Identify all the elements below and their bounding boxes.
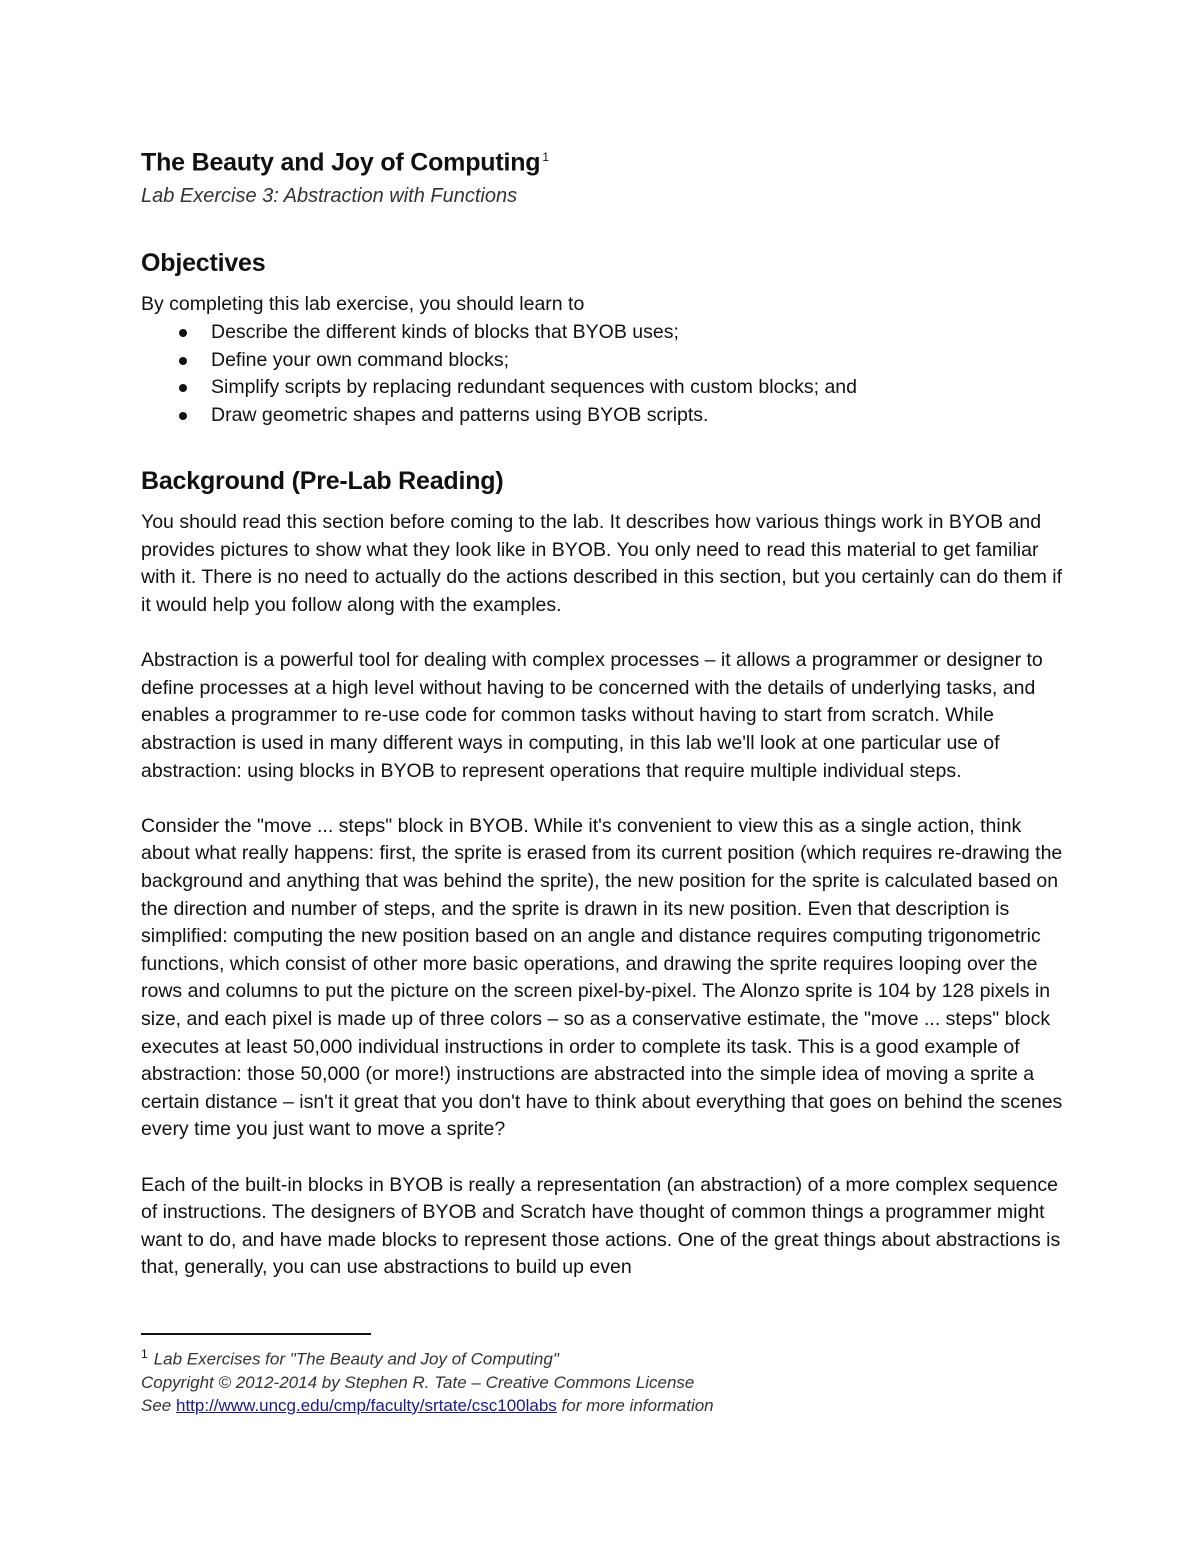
title-footnote-mark: 1 bbox=[542, 150, 549, 164]
footnote-separator bbox=[141, 1333, 371, 1335]
background-paragraph-1: You should read this section before coming to the lab. It describes how various things work in BYOB and provides pictures to show what they look like in BYOB. You only need to read this material to get familiar with it. There is no need to actually do the actions described in this section, but you certainly can do them if it would help you follow along with the examples. bbox=[141, 511, 1062, 617]
bullet-icon bbox=[179, 412, 187, 420]
list-item bbox=[141, 347, 1066, 375]
document-title-text: The Beauty and Joy of Computing bbox=[141, 148, 541, 177]
objectives-list bbox=[141, 319, 1066, 429]
background-paragraph-3: Consider the "move ... steps" block in BYOB. While it's convenient to view this as a single action, think about what really happens: first, the sprite is erased from its current position (which requires re-drawing the background and anything that was behind the sprite), the new position for the sprite is calculated based on the direction and number of steps, and the sprite is drawn in its new position. Even that description is simplified: computing the new position based on an angle and distance requires computing trigonometric functions, which consist of other more basic operations, and drawing the sprite requires looping over the rows and columns to put the picture on the screen pixel-by-pixel. The Alonzo sprite is 104 by 128 pixels in size, and each pixel is made up of three colors – so as a conservative estimate, the "move ... steps" block executes at least 50,000 individual instructions in order to complete its task. This is a good example of abstraction: those 50,000 (or more!) instructions are abstracted into the simple idea of moving a sprite a certain distance – isn't it great that you don't have to think about everything that goes on behind the scenes every time you just want to move a sprite? bbox=[141, 814, 1063, 1141]
list-item bbox=[141, 374, 1066, 402]
bullet-icon bbox=[179, 384, 187, 392]
footnote-see-text: See bbox=[141, 1395, 176, 1415]
footnote-line-1 bbox=[141, 1343, 1066, 1371]
list-item-text: Simplify scripts by replacing redundant sequences with custom blocks; and bbox=[211, 376, 857, 399]
document-subtitle: Lab Exercise 3: Abstraction with Functions bbox=[141, 185, 518, 208]
bullet-icon bbox=[179, 329, 187, 337]
objectives-heading: Objectives bbox=[141, 249, 266, 278]
background-heading: Background (Pre-Lab Reading) bbox=[141, 467, 504, 496]
footnote-mark: 1 bbox=[141, 1347, 148, 1361]
page-content bbox=[141, 138, 1066, 1282]
list-item-text: Describe the different kinds of blocks that BYOB uses; bbox=[211, 320, 679, 343]
list-item bbox=[141, 402, 1066, 430]
background-paragraph-4: Each of the built-in blocks in BYOB is really a representation (an abstraction) of a more complex sequence of instructions. The designers of BYOB and Scratch have thought of common things a programmer might want to do, and have made blocks to represent those actions. One of the great things about abstractions is that, generally, you can use abstractions to build up even bbox=[141, 1173, 1061, 1279]
list-item bbox=[141, 319, 1066, 347]
background-paragraph-2: Abstraction is a powerful tool for dealing with complex processes – it allows a programmer or designer to define processes at a high level without having to be concerned with the details of underlying tasks, and enables a programmer to re-use code for common tasks without having to start from scratch. While abstraction is used in many different ways in computing, in this lab we'll look at one particular use of abstraction: using blocks in BYOB to represent operations that require multiple individual steps. bbox=[141, 649, 1043, 782]
footnote-line-2: Copyright © 2012-2014 by Stephen R. Tate – Creative Commons License bbox=[141, 1372, 695, 1392]
footnote-more-info-text: for more information bbox=[556, 1395, 714, 1415]
list-item-text: Define your own command blocks; bbox=[211, 348, 510, 371]
objectives-intro: By completing this lab exercise, you should learn to bbox=[141, 293, 585, 316]
footnote-line-3 bbox=[141, 1394, 1066, 1417]
footnote-area bbox=[141, 1333, 1066, 1417]
course-website-link[interactable]: http://www.uncg.edu/cmp/faculty/srtate/csc100labs bbox=[175, 1395, 557, 1415]
footnote-line-1-text: Lab Exercises for "The Beauty and Joy of Computing" bbox=[153, 1349, 559, 1369]
bullet-icon bbox=[179, 357, 187, 365]
list-item-text: Draw geometric shapes and patterns using BYOB scripts. bbox=[211, 403, 709, 426]
document-title bbox=[141, 138, 1066, 181]
